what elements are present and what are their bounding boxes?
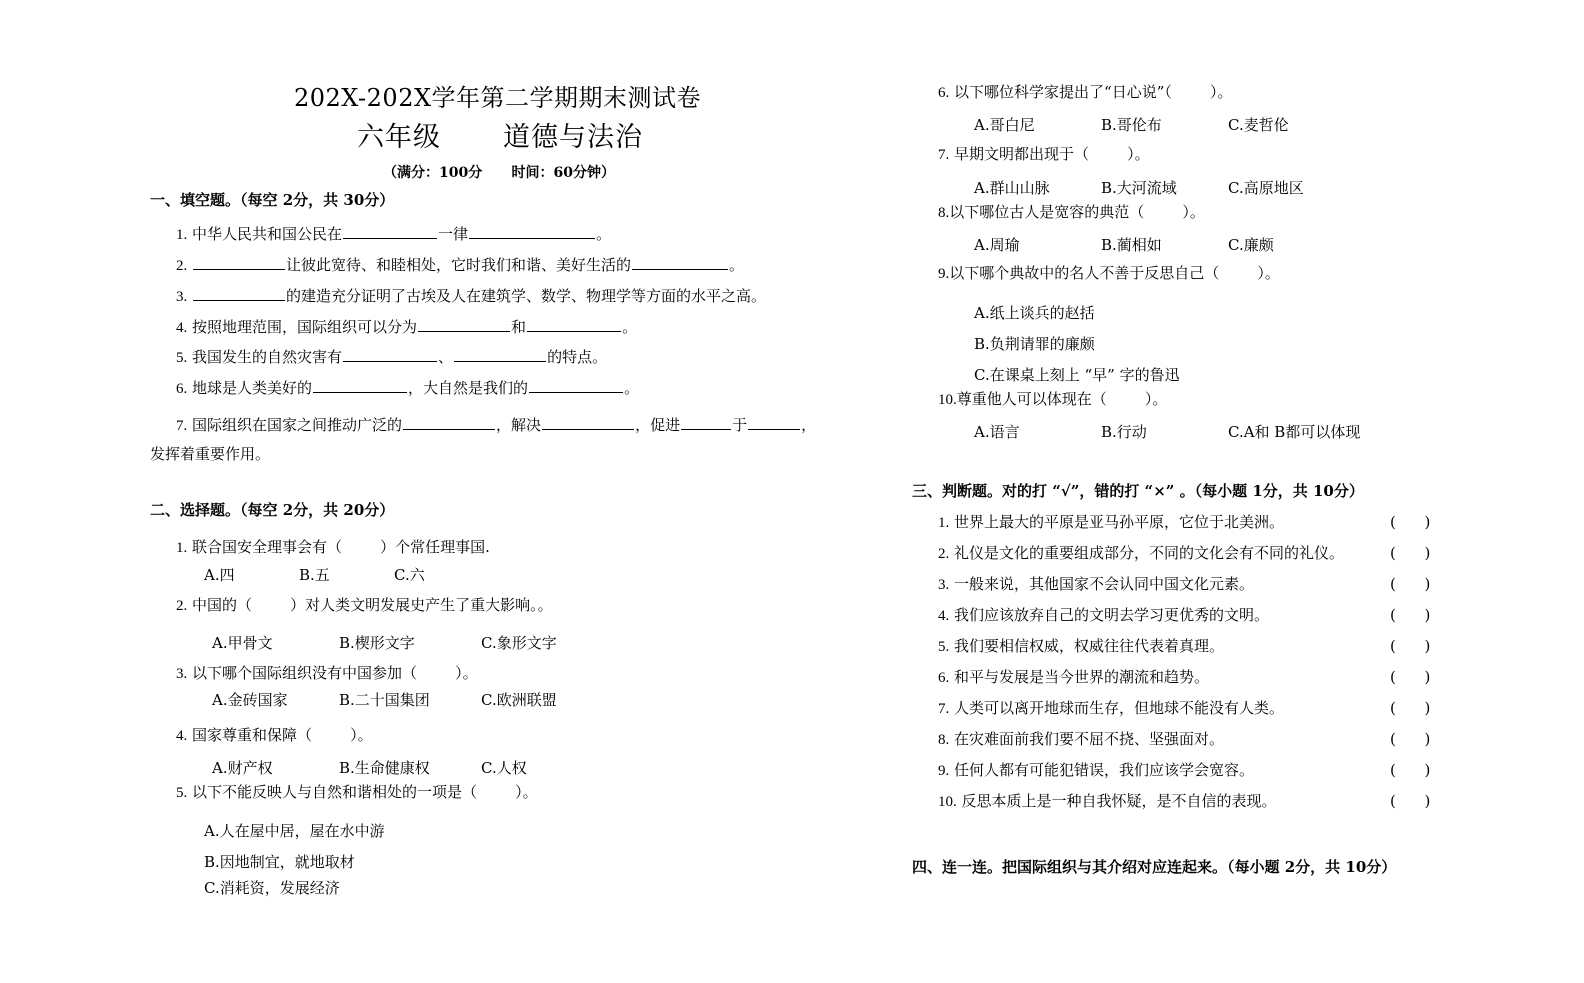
item-text: 反思本质上是一种自我怀疑，是不自信的表现。 [961,792,1277,810]
exam-meta: （满分：100分 时间：60分钟） [383,165,615,181]
fill-question-7-continued: 发挥着重要作用。 [150,445,271,463]
true-false-item [938,575,1254,594]
item-number: 9. [938,763,950,779]
answer-parenthesis[interactable]: ( ) [1390,575,1431,593]
choice-option[interactable]: A.四 [204,566,235,584]
fill-question-3: 3. 的建造充分证明了古埃及人在建筑学、数学、物理学等方面的水平之高。 [176,287,767,305]
choice-option[interactable]: B.行动 [1101,423,1147,441]
item-text: 一般来说，其他国家不会认同中国文化元素。 [954,575,1255,593]
answer-blank[interactable] [748,414,800,430]
choice-option[interactable]: A.语言 [974,423,1020,441]
true-false-item [938,637,1224,656]
item-text: 礼仪是文化的重要组成部分，不同的文化会有不同的礼仪。 [954,544,1345,562]
choice-option[interactable]: C.高原地区 [1228,179,1304,197]
true-false-item [938,544,1344,563]
choice-option[interactable]: A.金砖国家 [212,691,288,709]
choice-option[interactable]: A.甲骨文 [212,634,273,652]
fill-question-6: 6. 地球是人类美好的 ，大自然是我们的 。 [176,379,640,397]
true-false-item [938,761,1254,780]
answer-blank[interactable] [542,414,634,430]
item-number: 10. [938,794,957,810]
choice-question-5: 5. 以下不能反映人与自然和谐相处的一项是（ ）。 [176,783,538,801]
choice-option[interactable]: C.消耗资，发展经济 [204,879,340,897]
choice-question-3: 3. 以下哪个国际组织没有中国参加（ ）。 [176,664,478,682]
answer-blank[interactable] [527,316,621,332]
choice-option[interactable]: A.哥白尼 [974,116,1035,134]
choice-option[interactable]: A.人在屋中居，屋在水中游 [204,822,385,840]
section1-heading: 一、填空题。（每空 2分，共 30分） [150,191,395,209]
choice-option[interactable]: C.象形文字 [481,634,557,652]
answer-blank[interactable] [313,377,407,393]
choice-option[interactable]: B.因地制宜，就地取材 [204,853,355,871]
section4-heading: 四、连一连。把国际组织与其介绍对应连起来。（每小题 2分，共 10分） [912,858,1397,876]
true-false-item [938,668,1209,687]
choice-option[interactable]: C.廉颇 [1228,236,1274,254]
answer-blank[interactable] [193,285,285,301]
true-false-item [938,792,1277,811]
answer-blank[interactable] [454,346,546,362]
answer-parenthesis[interactable]: ( ) [1390,606,1431,624]
item-number: 4. [938,608,950,624]
answer-blank[interactable] [343,223,437,239]
choice-option[interactable]: B.二十国集团 [339,691,430,709]
item-number: 5. [938,639,950,655]
choice-option[interactable]: B.哥伦布 [1101,116,1162,134]
answer-blank[interactable] [681,414,731,430]
item-number: 1. [938,515,950,531]
exam-title: 202X-202X学年第二学期期末测试卷 [294,84,702,112]
choice-option[interactable]: C.麦哲伦 [1228,116,1289,134]
choice-question-1: 1. 联合国安全理事会有（ ）个常任理事国. [176,538,490,556]
item-number: 6. [938,670,950,686]
answer-blank[interactable] [193,254,285,270]
choice-option[interactable]: B.楔形文字 [339,634,415,652]
choice-option[interactable]: A.纸上谈兵的赵括 [974,304,1095,322]
choice-option[interactable]: C.A和 B都可以体现 [1228,423,1361,441]
item-number: 7. [938,701,950,717]
choice-option[interactable]: B.蔺相如 [1101,236,1162,254]
answer-parenthesis[interactable]: ( ) [1390,668,1431,686]
answer-blank[interactable] [529,377,623,393]
choice-question-7: 7. 早期文明都出现于（ ）。 [938,145,1150,163]
choice-option[interactable]: B.大河流域 [1101,179,1177,197]
choice-option[interactable]: C.人权 [481,759,527,777]
true-false-item [938,730,1224,749]
item-text: 和平与发展是当今世界的潮流和趋势。 [954,668,1210,686]
section3-heading: 三、判断题。对的打 “√”，错的打 “×” 。（每小题 1分，共 10分） [912,482,1364,500]
fill-question-5: 5. 我国发生的自然灾害有 、 的特点。 [176,348,608,366]
section2-heading: 二、选择题。（每空 2分，共 20分） [150,501,395,519]
choice-option[interactable]: C.欧洲联盟 [481,691,557,709]
item-number: 2. [938,546,950,562]
choice-question-2: 2. 中国的（ ）对人类文明发展史产生了重大影响。。 [176,596,553,614]
item-number: 8. [938,732,950,748]
answer-parenthesis[interactable]: ( ) [1390,792,1431,810]
choice-option[interactable]: B.五 [299,566,330,584]
answer-parenthesis[interactable]: ( ) [1390,513,1431,531]
item-text: 我们应该放弃自己的文明去学习更优秀的文明。 [954,606,1270,624]
answer-blank[interactable] [343,346,437,362]
choice-question-10: 10.尊重他人可以体现在（ ）。 [938,390,1168,408]
choice-option[interactable]: B.负荆请罪的廉颇 [974,335,1095,353]
choice-question-4: 4. 国家尊重和保障（ ）。 [176,726,373,744]
choice-option[interactable]: B.生命健康权 [339,759,430,777]
grade-label: 六年级 [357,122,441,153]
choice-option[interactable]: A.财产权 [212,759,273,777]
choice-question-8: 8.以下哪位古人是宽容的典范（ ）。 [938,203,1205,221]
answer-parenthesis[interactable]: ( ) [1390,544,1431,562]
item-text: 人类可以离开地球而生存，但地球不能没有人类。 [954,699,1285,717]
item-text: 任何人都有可能犯错误，我们应该学会宽容。 [954,761,1255,779]
item-number: 3. [938,577,950,593]
choice-option[interactable]: C.六 [394,566,425,584]
choice-option[interactable]: A.周瑜 [974,236,1020,254]
answer-blank[interactable] [403,414,495,430]
item-text: 在灾难面前我们要不屈不挠、坚强面对。 [954,730,1225,748]
item-text: 我们要相信权威，权威往往代表着真理。 [954,637,1225,655]
item-text: 世界上最大的平原是亚马孙平原，它位于北美洲。 [954,513,1285,531]
answer-blank[interactable] [632,254,728,270]
fill-question-2: 2. 让彼此宽待、和睦相处，它时我们和谐、美好生活的 。 [176,256,745,274]
answer-parenthesis[interactable]: ( ) [1390,730,1431,748]
fill-question-7: 7. 国际组织在国家之间推动广泛的 ，解决 ，促进 于 ， [176,416,817,434]
fill-question-1: 1. 中华人民共和国公民在 一律 。 [176,225,612,243]
subject-label: 道德与法治 [503,122,643,153]
choice-option[interactable]: C.在课桌上刻上 “早” 字的鲁迅 [974,366,1180,384]
fill-question-4: 4. 按照地理范围，国际组织可以分为 和 。 [176,318,638,336]
answer-parenthesis[interactable]: ( ) [1390,699,1431,717]
true-false-item [938,699,1284,718]
true-false-item [938,513,1284,532]
answer-parenthesis[interactable]: ( ) [1390,637,1431,655]
answer-parenthesis[interactable]: ( ) [1390,761,1431,779]
answer-blank[interactable] [418,316,510,332]
choice-question-6: 6. 以下哪位科学家提出了“日心说”（ ）。 [938,83,1233,101]
choice-option[interactable]: A.群山山脉 [974,179,1050,197]
true-false-item [938,606,1269,625]
answer-blank[interactable] [469,223,595,239]
choice-question-9: 9.以下哪个典故中的名人不善于反思自己（ ）。 [938,264,1280,282]
